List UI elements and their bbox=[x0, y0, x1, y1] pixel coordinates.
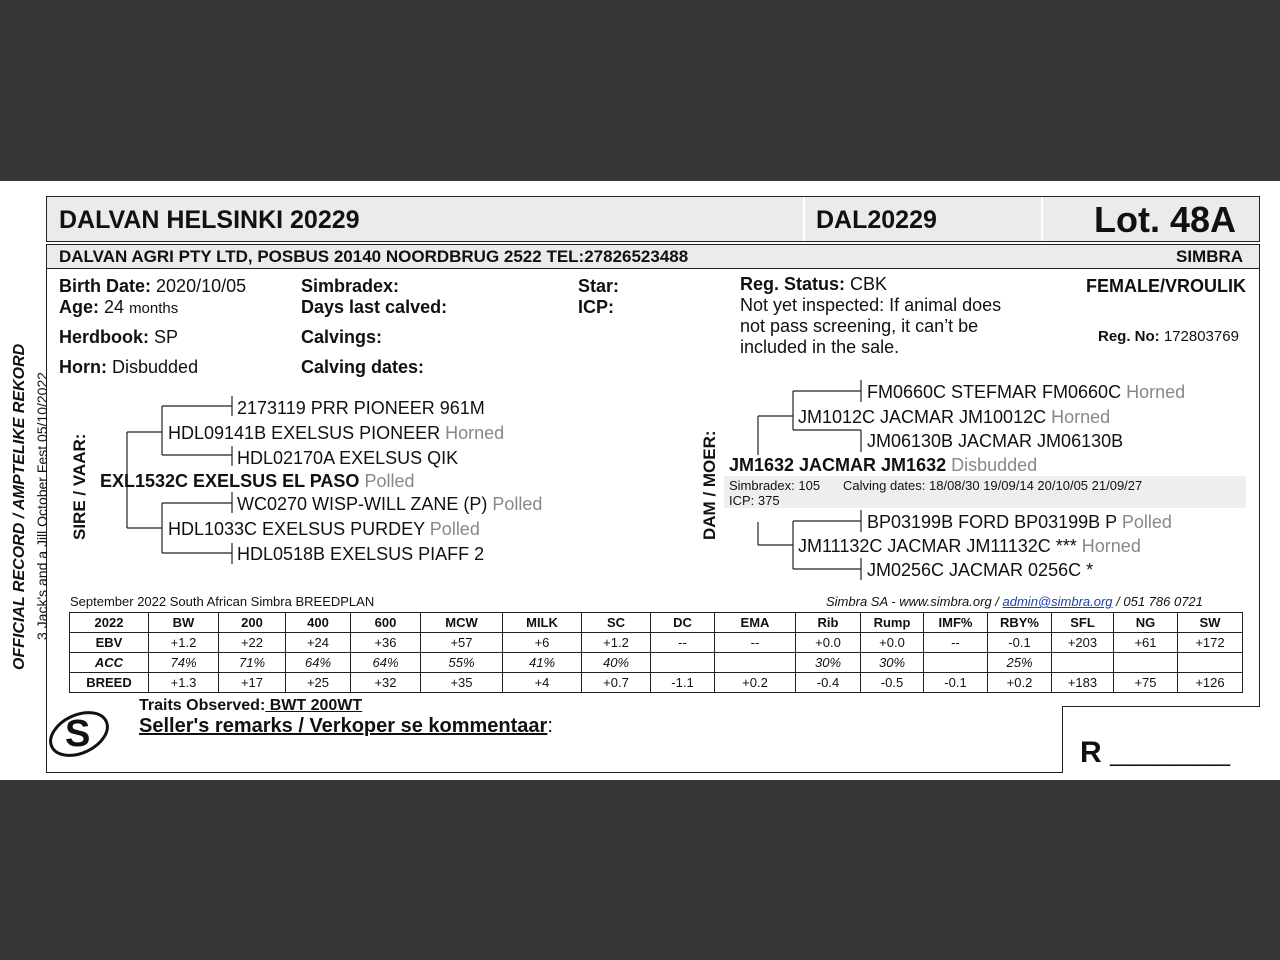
cell: +0.2 bbox=[988, 673, 1052, 693]
cell: +36 bbox=[351, 633, 421, 653]
cell bbox=[1178, 653, 1243, 673]
cell: +126 bbox=[1178, 673, 1243, 693]
col-header: NG bbox=[1114, 613, 1178, 633]
sex: FEMALE/VROULIK bbox=[1086, 276, 1246, 296]
col-header: Rib bbox=[796, 613, 861, 633]
col-header: MCW bbox=[421, 613, 503, 633]
traits-observed: Traits Observed: BWT 200WT bbox=[139, 697, 363, 714]
col-header: Rump bbox=[861, 613, 924, 633]
col-header: IMF% bbox=[924, 613, 988, 633]
cell: 30% bbox=[861, 653, 924, 673]
cell bbox=[1052, 653, 1114, 673]
breed-label: SIMBRA bbox=[1176, 247, 1244, 266]
birth-date: Birth Date: 2020/10/05 bbox=[59, 276, 247, 296]
dam-dam-sire: BP03199B FORD BP03199B P Polled bbox=[867, 512, 1172, 532]
r-signature-line: _________ bbox=[1110, 740, 1231, 767]
inspection-note-2: not pass screening, it can’t be bbox=[740, 316, 979, 336]
svg-text:S: S bbox=[65, 713, 91, 755]
col-header: EMA bbox=[715, 613, 796, 633]
cell: +1.3 bbox=[149, 673, 219, 693]
cell: +22 bbox=[219, 633, 286, 653]
dam-label: DAM / MOER: bbox=[700, 430, 719, 540]
animal-code: DAL20229 bbox=[816, 206, 937, 234]
cell: +32 bbox=[351, 673, 421, 693]
seller-remarks: Seller's remarks / Verkoper se kommentaar: bbox=[139, 715, 553, 737]
cell: +183 bbox=[1052, 673, 1114, 693]
days-last-calved-label: Days last calved: bbox=[301, 297, 448, 317]
simbradex-label: Simbradex: bbox=[301, 276, 400, 296]
col-header: BW bbox=[149, 613, 219, 633]
cell: +24 bbox=[286, 633, 351, 653]
row-label: BREED bbox=[70, 673, 149, 693]
cell: +57 bbox=[421, 633, 503, 653]
dam-sire-dam: JM06130B JACMAR JM06130B bbox=[867, 431, 1124, 451]
sire-sire-sire: 2173119 PRR PIONEER 961M bbox=[237, 398, 485, 418]
cell: 64% bbox=[351, 653, 421, 673]
cell: +61 bbox=[1114, 633, 1178, 653]
cell: -0.1 bbox=[924, 673, 988, 693]
cell: +6 bbox=[503, 633, 582, 653]
sire-name: EXL1532C EXELSUS EL PASO Polled bbox=[100, 471, 415, 491]
lot-number: Lot. 48A bbox=[1094, 199, 1237, 240]
sire-sire: HDL09141B EXELSUS PIONEER Horned bbox=[168, 423, 505, 443]
simbra-logo-icon bbox=[46, 704, 116, 760]
cell: +1.2 bbox=[582, 633, 651, 653]
dam-icp: ICP: 375 bbox=[729, 493, 780, 508]
dam-dam-dam: JM0256C JACMAR 0256C * bbox=[867, 560, 1094, 580]
col-header: 400 bbox=[286, 613, 351, 633]
dam-sire-sire: FM0660C STEFMAR FM0660C Horned bbox=[867, 382, 1186, 402]
cell: -0.4 bbox=[796, 673, 861, 693]
inspection-note-3: included in the sale. bbox=[740, 337, 900, 357]
table-header-row bbox=[70, 613, 1243, 633]
cell: 55% bbox=[421, 653, 503, 673]
cell bbox=[651, 653, 715, 673]
official-record-label: OFFICIAL RECORD / AMPTELIKE REKORD bbox=[11, 343, 28, 670]
star-label: Star: bbox=[578, 276, 620, 296]
row-label: ACC bbox=[70, 653, 149, 673]
animal-name: DALVAN HELSINKI 20229 bbox=[59, 206, 360, 234]
row-label: EBV bbox=[70, 633, 149, 653]
owner-details: DALVAN AGRI PTY LTD, POSBUS 20140 NOORDBRUG 2522 TEL:27826523488 bbox=[59, 247, 689, 266]
sire-dam-sire: WC0270 WISP-WILL ZANE (P) Polled bbox=[237, 494, 543, 514]
dam-simbradex: Simbradex: 105 bbox=[729, 478, 821, 493]
icp-label: ICP: bbox=[578, 297, 614, 317]
cell: +203 bbox=[1052, 633, 1114, 653]
cell: 64% bbox=[286, 653, 351, 673]
cell bbox=[924, 653, 988, 673]
age: Age: 24 months bbox=[59, 297, 179, 317]
cell: 74% bbox=[149, 653, 219, 673]
cell: -1.1 bbox=[651, 673, 715, 693]
col-header: MILK bbox=[503, 613, 582, 633]
cell: 25% bbox=[988, 653, 1052, 673]
cell: 30% bbox=[796, 653, 861, 673]
sire-dam: HDL1033C EXELSUS PURDEY Polled bbox=[168, 519, 480, 539]
simbra-contact: Simbra SA - www.simbra.org / admin@simbra.org / 051 786 0721 bbox=[826, 594, 1203, 609]
reg-number: Reg. No: 172803769 bbox=[1098, 328, 1239, 345]
cell: +0.7 bbox=[582, 673, 651, 693]
breedplan-table bbox=[69, 612, 1243, 693]
cell: 71% bbox=[219, 653, 286, 673]
cell: -- bbox=[924, 633, 988, 653]
dam-name: JM1632 JACMAR JM1632 Disbudded bbox=[729, 455, 1038, 475]
cell: +25 bbox=[286, 673, 351, 693]
cell: +35 bbox=[421, 673, 503, 693]
cell: 41% bbox=[503, 653, 582, 673]
cell: +4 bbox=[503, 673, 582, 693]
cell: +0.0 bbox=[861, 633, 924, 653]
calvings-label: Calvings: bbox=[301, 327, 383, 347]
inspection-note-1: Not yet inspected: If animal does bbox=[740, 295, 1002, 315]
cell: +75 bbox=[1114, 673, 1178, 693]
event-label: 3 Jack's and a Jill October Fest 05/10/2022 bbox=[34, 371, 50, 640]
cell: +17 bbox=[219, 673, 286, 693]
breedplan-caption: September 2022 South African Simbra BREEDPLAN bbox=[70, 594, 375, 609]
sire-sire-dam: HDL02170A EXELSUS QIK bbox=[237, 448, 459, 468]
horn: Horn: Disbudded bbox=[59, 357, 199, 377]
herdbook: Herdbook: SP bbox=[59, 327, 179, 347]
col-header: DC bbox=[651, 613, 715, 633]
cell: -- bbox=[651, 633, 715, 653]
col-header: SFL bbox=[1052, 613, 1114, 633]
sire-dam-dam: HDL0518B EXELSUS PIAFF 2 bbox=[237, 544, 485, 564]
sire-label: SIRE / VAAR: bbox=[70, 433, 89, 540]
cell bbox=[715, 653, 796, 673]
dam-calving-dates: Calving dates: 18/08/30 19/09/14 20/10/05 21/09/27 bbox=[843, 478, 1143, 493]
col-header: 200 bbox=[219, 613, 286, 633]
cell bbox=[1114, 653, 1178, 673]
cell: +0.2 bbox=[715, 673, 796, 693]
calving-dates-label: Calving dates: bbox=[301, 357, 425, 377]
cell: -0.1 bbox=[988, 633, 1052, 653]
r-label: R bbox=[1080, 736, 1102, 769]
dam-sire: JM1012C JACMAR JM10012C Horned bbox=[798, 407, 1111, 427]
contact-email-link[interactable]: admin@simbra.org bbox=[1002, 594, 1113, 609]
cell: +0.0 bbox=[796, 633, 861, 653]
col-header: 600 bbox=[351, 613, 421, 633]
col-header: 2022 bbox=[70, 613, 149, 633]
col-header: SW bbox=[1178, 613, 1243, 633]
cell: +1.2 bbox=[149, 633, 219, 653]
col-header: SC bbox=[582, 613, 651, 633]
col-header: RBY% bbox=[988, 613, 1052, 633]
cell: -- bbox=[715, 633, 796, 653]
dam-dam: JM11132C JACMAR JM11132C *** Horned bbox=[798, 536, 1141, 556]
table-row-acc bbox=[70, 653, 1243, 673]
cell: -0.5 bbox=[861, 673, 924, 693]
cell: 40% bbox=[582, 653, 651, 673]
reg-status: Reg. Status: CBK bbox=[740, 274, 888, 294]
cell: +172 bbox=[1178, 633, 1243, 653]
table-row-breed bbox=[70, 673, 1243, 693]
table-row-ebv bbox=[70, 633, 1243, 653]
